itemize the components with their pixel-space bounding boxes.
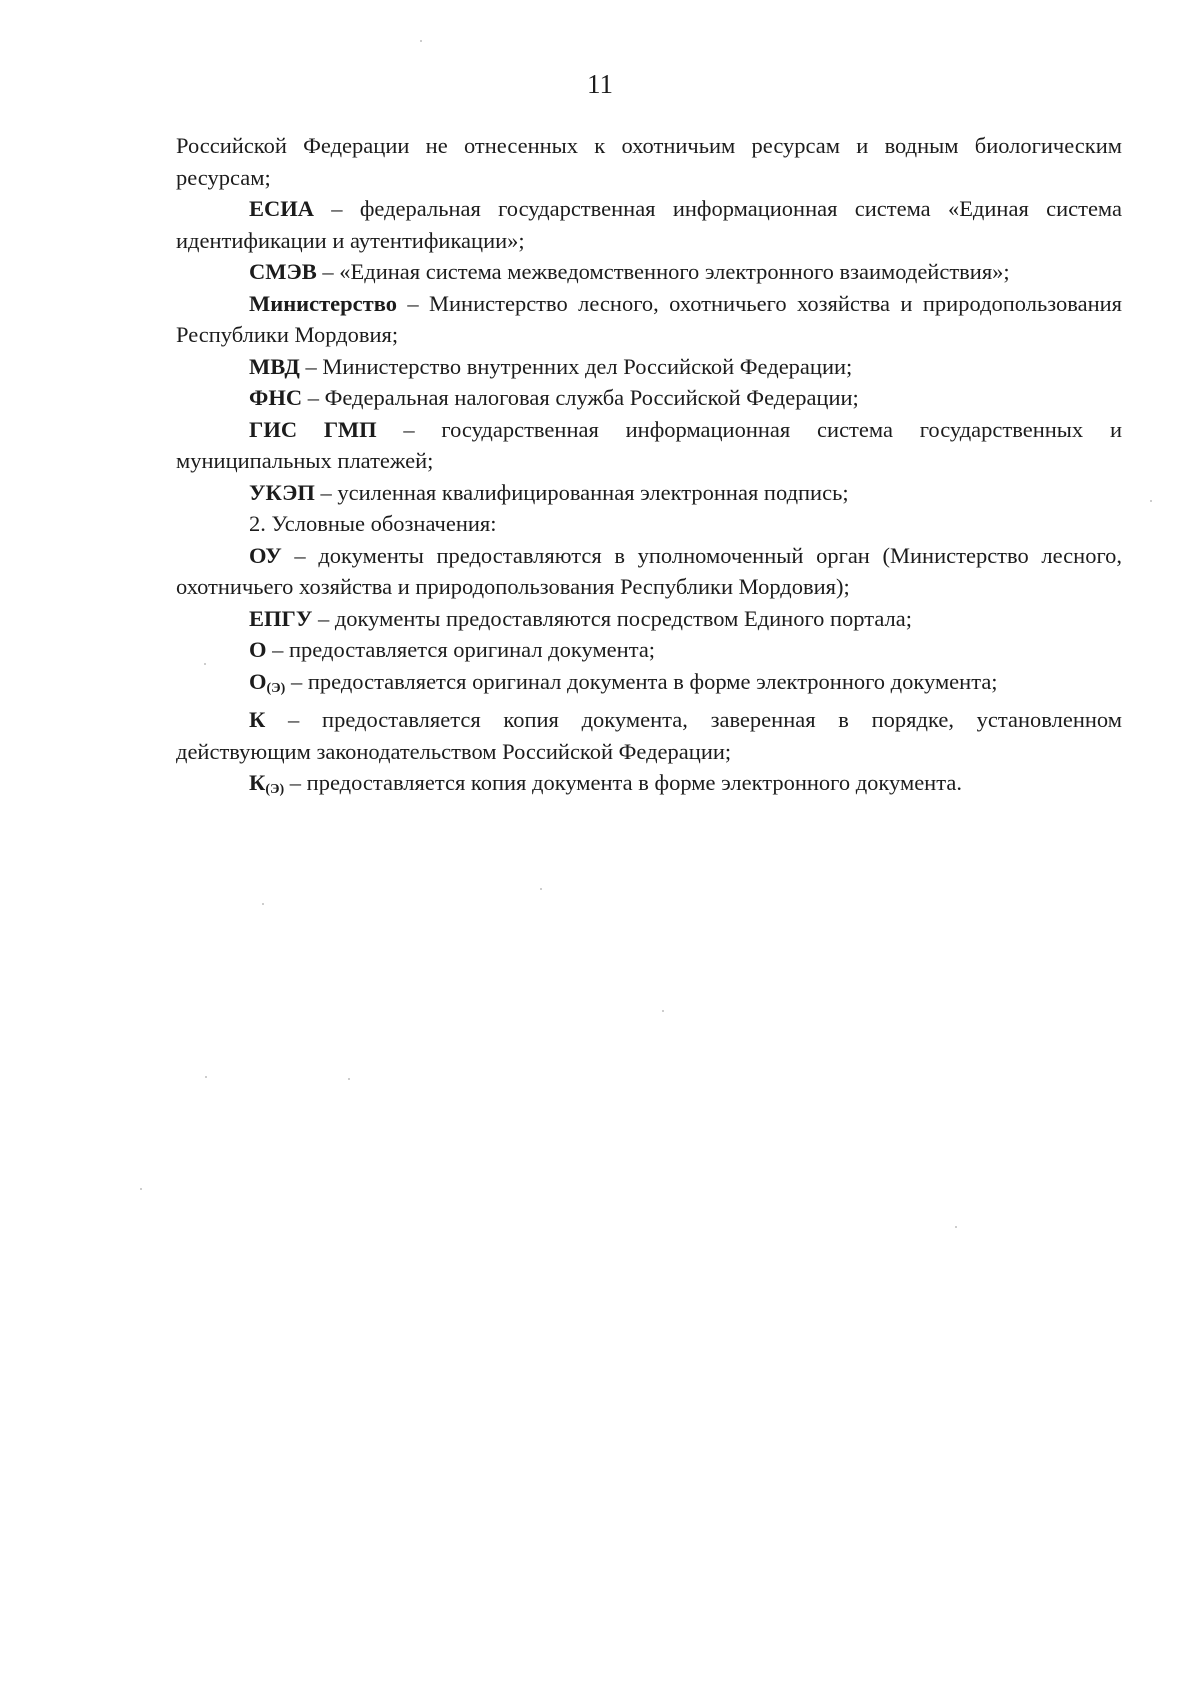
definition-text: – предоставляется копия документа, заверенная в порядке, установленном действующим законодательством Российской Федерации;: [176, 707, 1122, 764]
scan-speck: [262, 903, 264, 905]
term: Министерство: [249, 290, 397, 316]
definition-k-e: [176, 767, 1122, 806]
scan-speck: [140, 1188, 142, 1190]
definition-ministry: [176, 288, 1122, 351]
term: ГИС ГМП: [249, 416, 377, 442]
definition-text: – государственная информационная система государственных и муниципальных платежей;: [176, 416, 1122, 473]
scan-speck: [205, 1076, 207, 1078]
definition-text: – предоставляется оригинал документа в форме электронного документа;: [285, 668, 998, 694]
definition-text: – Министерство лесного, охотничьего хозяйства и природопользования Республики Мордовия;: [176, 290, 1122, 347]
definition-text: – документы предоставляются в уполномоченный орган (Министерство лесного, охотничьего хозяйства и природопользования Республики Мордовия);: [176, 542, 1122, 599]
term: ОУ: [249, 542, 282, 568]
definition-ou: [176, 540, 1122, 603]
term: К: [249, 707, 266, 732]
term: УКЭП: [249, 479, 315, 505]
definition-text: – Министерство внутренних дел Российской Федерации;: [299, 353, 853, 379]
paragraph-continuation: [176, 130, 1122, 193]
definition-text: – усиленная квалифицированная электронная подпись;: [314, 479, 849, 505]
definition-fns: [176, 382, 1122, 414]
term: СМЭВ: [249, 259, 317, 284]
page-number: 11: [587, 69, 613, 99]
term: О: [249, 637, 267, 662]
scan-speck: [204, 663, 206, 665]
definition-k: [176, 704, 1122, 767]
definition-esia: [176, 193, 1122, 256]
document-body: [176, 130, 1122, 806]
definition-text: – Федеральная налоговая служба Российской Федерации;: [302, 385, 859, 410]
definition-text: – предоставляется копия документа в форме электронного документа.: [284, 770, 962, 795]
scan-speck: [955, 1226, 957, 1228]
definition-o-e: [176, 666, 1122, 705]
term: ЕСИА: [249, 196, 315, 221]
definition-smev: [176, 256, 1122, 288]
definition-text: – предоставляется оригинал документа;: [266, 637, 656, 662]
term: ЕПГУ: [249, 605, 313, 631]
term: К: [249, 770, 266, 795]
section-heading-text: 2. Условные обозначения:: [249, 511, 497, 536]
definition-gis-gmp: [176, 414, 1122, 477]
term: О: [249, 668, 267, 694]
term: ФНС: [249, 385, 303, 410]
paragraph-text: Российской Федерации не отнесенных к охотничьим ресурсам и водным биологическим ресурсам;: [176, 133, 1122, 190]
section-heading: [176, 508, 1122, 540]
scan-speck: [348, 1078, 350, 1080]
definition-mvd: [176, 351, 1122, 383]
definition-ukep: [176, 477, 1122, 509]
term-subscript: (Э): [265, 782, 285, 797]
definition-text: – федеральная государственная информационная система «Единая система идентификации и аутентификации»;: [176, 196, 1122, 253]
term: МВД: [249, 353, 300, 379]
scan-speck: [540, 888, 542, 890]
definition-o: [176, 634, 1122, 666]
scan-speck: [662, 1010, 664, 1012]
scan-speck: [420, 40, 422, 42]
definition-text: – документы предоставляются посредством Единого портала;: [312, 605, 913, 631]
definition-epgu: [176, 603, 1122, 635]
term-subscript: (Э): [266, 680, 286, 696]
scan-speck: [1150, 500, 1152, 502]
definition-text: – «Единая система межведомственного электронного взаимодействия»;: [316, 259, 1010, 284]
